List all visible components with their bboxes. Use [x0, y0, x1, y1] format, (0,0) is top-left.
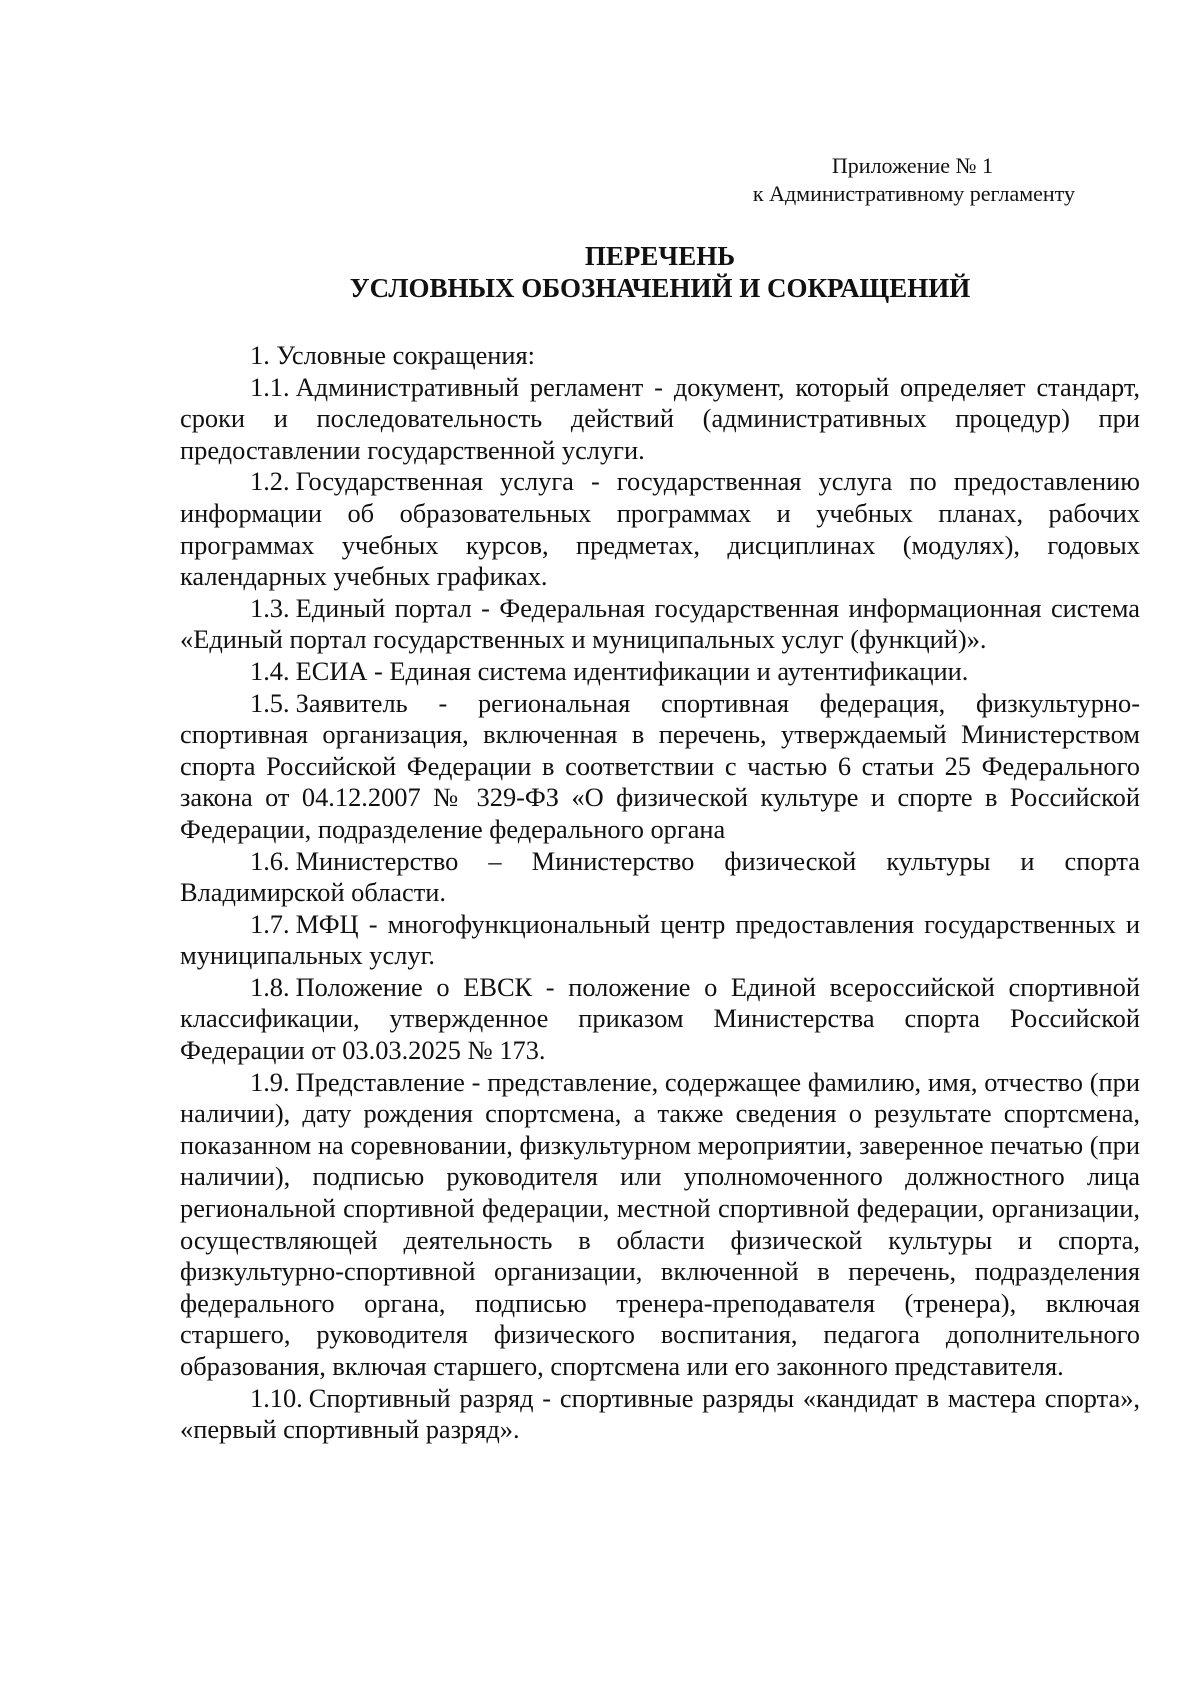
item-text: Положение о ЕВСК - положение о Единой всероссийской спортивной классификации, утвержденное приказом Министерства спорта Российской Федерации от 03.03.2025 № 173. [180, 971, 1140, 1066]
title-line-1: ПЕРЕЧЕНЬ [584, 241, 736, 271]
list-item [180, 846, 1140, 909]
item-text: Государственная услуга - государственная услуга по предоставлению информации об образовательных программах и учебных планах, рабочих программах учебных курсов, предметах, дисциплинах (модулях), годовых календарных учебных графиках. [180, 466, 1140, 592]
list-item [180, 972, 1140, 1067]
item-text: Министерство – Министерство физической культуры и спорта Владимирской области. [180, 845, 1140, 908]
document-title [180, 240, 1140, 304]
item-text: ЕСИА - Единая система идентификации и аутентификации. [295, 655, 969, 686]
list-item [180, 593, 1140, 656]
list-item [180, 466, 1140, 592]
list-item [180, 688, 1140, 846]
list-item [180, 656, 1140, 688]
appendix-number: Приложение № 1 [831, 153, 993, 178]
item-number: 1.9. [250, 1066, 290, 1097]
appendix-reference [575, 152, 1075, 208]
list-item [180, 372, 1140, 467]
item-number: 1.8. [250, 971, 290, 1002]
section-heading: 1. Условные сокращения: [250, 340, 535, 370]
item-number: 1.7. [250, 908, 290, 939]
appendix-regulation-ref: к Административному регламенту [752, 181, 1075, 206]
item-text: Спортивный разряд - спортивные разряды «кандидат в мастера спорта», «первый спортивный разряд». [180, 1382, 1140, 1445]
item-text: Единый портал - Федеральная государственная информационная система «Единый портал государственных и муниципальных услуг (функций)». [180, 592, 1140, 655]
item-text: Административный регламент - документ, который определяет стандарт, сроки и последовательность действий (административных процедур) при предоставлении государственной услуги. [180, 371, 1140, 465]
item-number: 1.2. [250, 466, 290, 497]
item-number: 1.1. [250, 371, 290, 402]
item-number: 1.10. [250, 1382, 303, 1413]
list-item [180, 1383, 1140, 1446]
item-number: 1.6. [250, 845, 290, 876]
item-text: МФЦ - многофункциональный центр предоставления государственных и муниципальных услуг. [180, 908, 1140, 971]
item-text: Заявитель - региональная спортивная федерация, физкультурно-спортивная организация, включенная в перечень, утверждаемый Министерством спорта Российской Федерации в соответствии с частью 6 статьи 25 Федерального закона от 04.12.2007 № 329-ФЗ «О физической культуре и спорте в Российской Федерации, подразделение федерального органа [180, 687, 1140, 844]
list-item [180, 1067, 1140, 1383]
item-number: 1.5. [250, 687, 290, 718]
item-text: Представление - представление, содержащее фамилию, имя, отчество (при наличии), дату рождения спортсмена, а также сведения о результате спортсмена, показанном на соревновании, физкультурном мероприятии, заверенное печатью (при наличии), подписью руководителя или уполномоченного должностного лица региональной спортивной федерации, местной спортивной федерации, организации, осуществляющей деятельность в области физической культуры и спорта, физкультурно-спортивной организации, включенной в перечень, подразделения федерального органа, подписью тренера-преподавателя (тренера), включая старшего, руководителя физического воспитания, педагога дополнительного образования, включая старшего, спортсмена или его законного представителя. [180, 1066, 1140, 1381]
item-number: 1.3. [250, 592, 290, 623]
list-item [180, 909, 1140, 972]
document-body [180, 340, 1140, 1446]
item-number: 1.4. [250, 655, 290, 686]
title-line-2: УСЛОВНЫХ ОБОЗНАЧЕНИЙ И СОКРАЩЕНИЙ [349, 273, 971, 303]
